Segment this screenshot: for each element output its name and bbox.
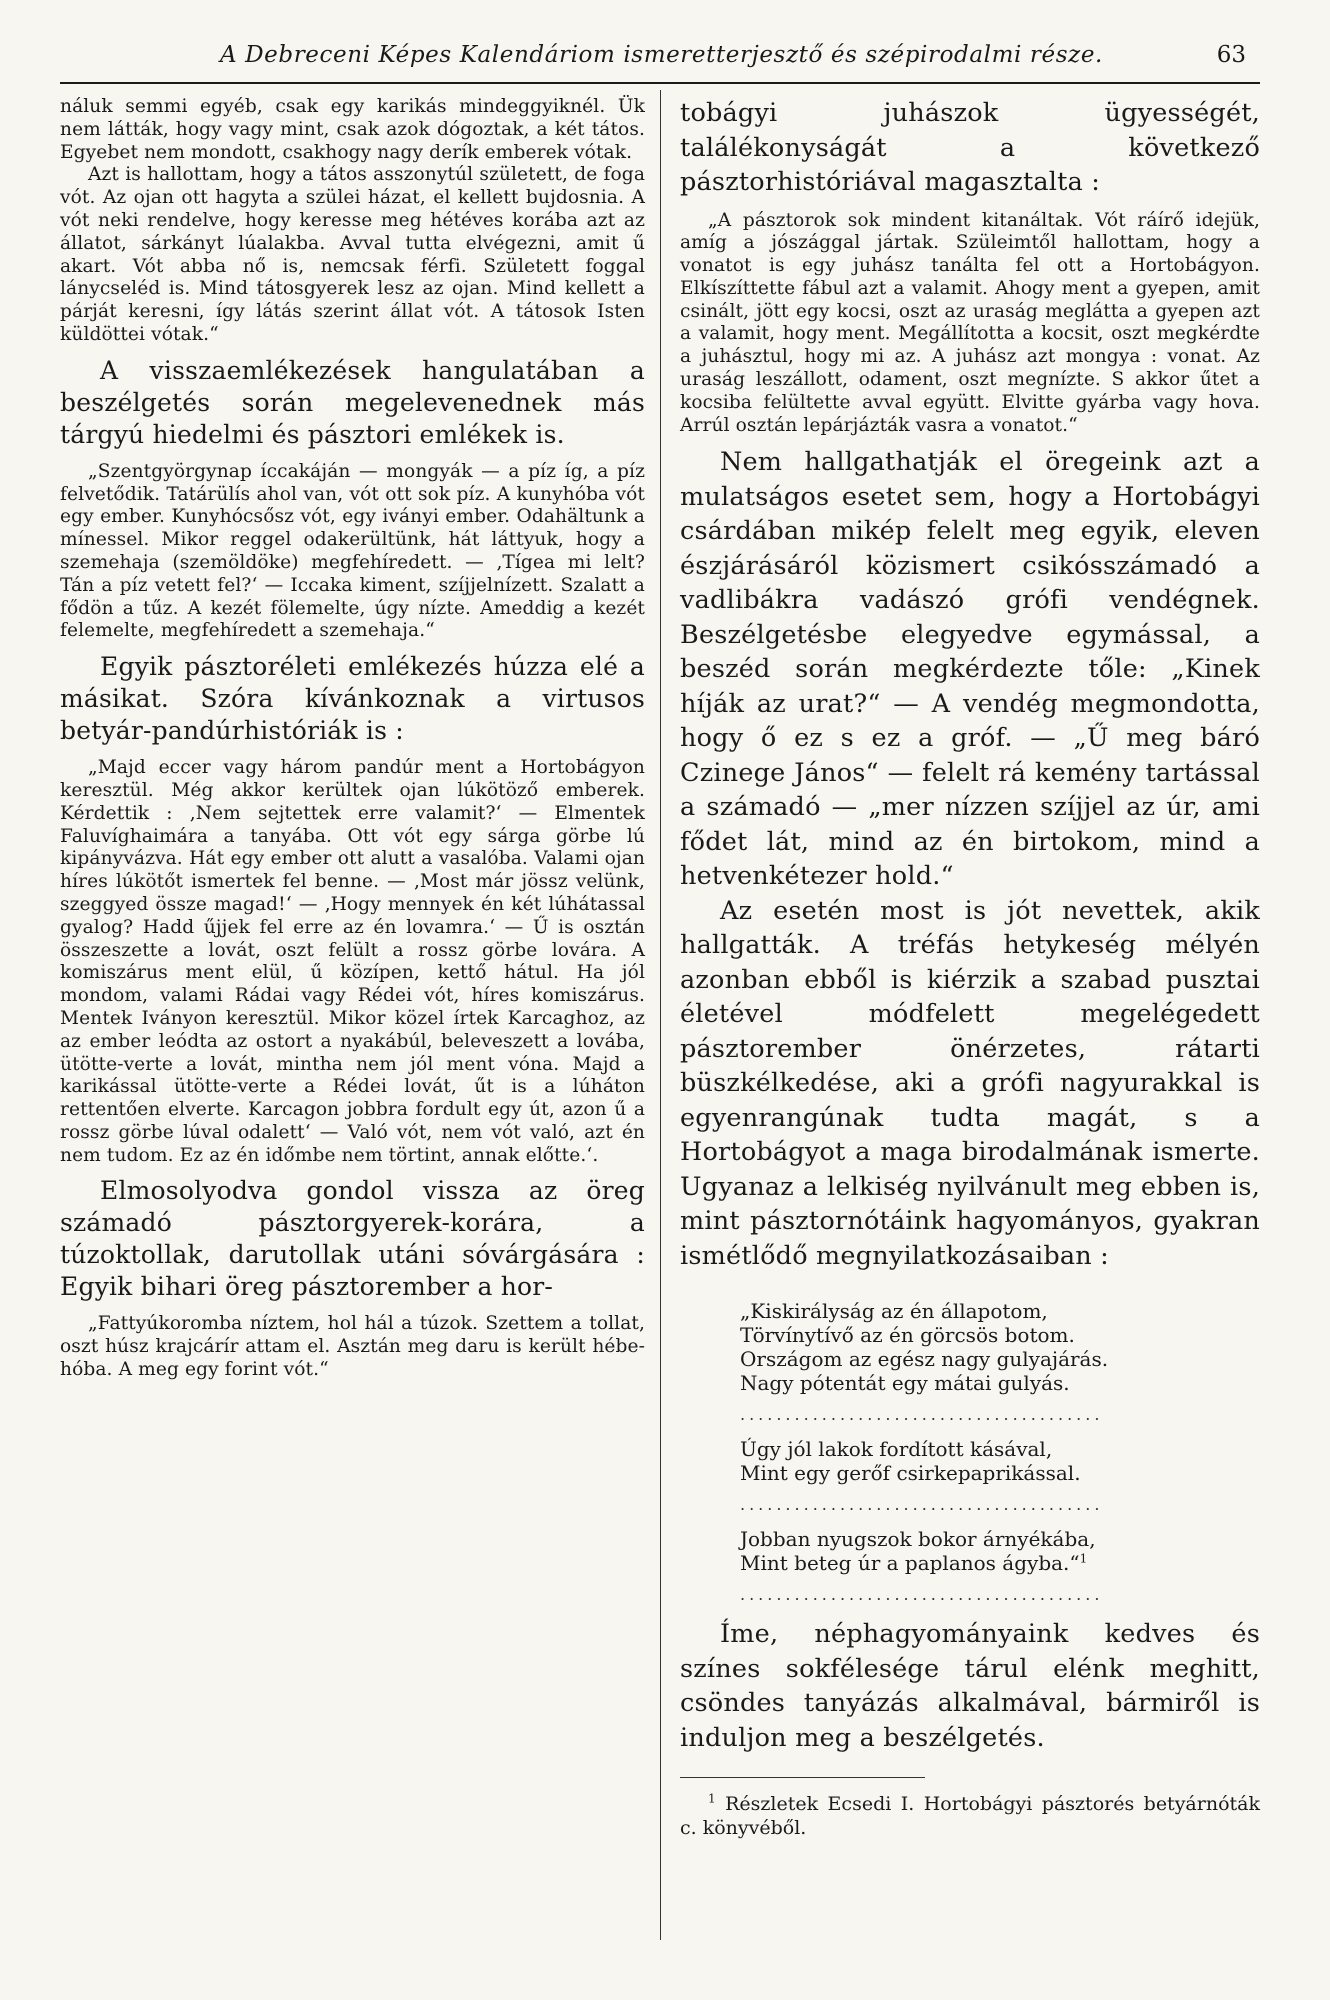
paragraph: Elmosolyodva gondol vissza az öreg számadó pásztorgyerek-korára, a túzoktollak, darutollak utáni sóvárgására : Egyik bihari öreg pásztorember a hor-	[60, 1176, 645, 1302]
footnote-rule	[680, 1777, 925, 1778]
footnote-marker: 1	[708, 1792, 716, 1807]
running-title: A Debreceni Képes Kalendáriom ismeretterjesztő és szépirodalmi része.	[220, 42, 1103, 68]
running-header	[60, 38, 1260, 84]
paragraph: náluk semmi egyéb, csak egy karikás mindeggyiknél. Ük nem látták, hogy vagy mint, csak azok dógoztak, a két tátos. Egyebet nem mondott, csakhogy nagy derík emberek vótak.	[60, 96, 645, 163]
paragraph: Nem hallgathatják el öregeink azt a mulatságos esetet sem, hogy a Hortobágyi csárdában mikép felelt meg egyik, eleven észjárásáról közismert csikósszámadó a vadlibákra vadászó grófi vendégnek. Beszélgetésbe elegyedve egymással, a beszéd során megkérdezte tőle: „Kinek híják az urat?“ — A vendég megmondotta, hogy ő ez s ez a gróf. — „Ű meg báró Czinege János“ — felelt rá kemény tartással a számadó — „mer nízzen szíjjel az úr, ami fődet lát, mind az én birtokom, mind a hetvenkétezer hold.“	[680, 447, 1260, 892]
left-column	[60, 96, 645, 1960]
poem-line: Úgy jól lakok fordított kásával,	[740, 1437, 1053, 1462]
poem-line	[740, 1551, 1260, 1575]
right-column	[680, 96, 1260, 1960]
poem-line: Nagy pótentát egy mátai gulyás.	[740, 1371, 1070, 1396]
paragraph: Az esetén most is jót nevettek, akik hallgatták. A tréfás hetykeség mélyén azonban ebből is kiérzik a szabad pusztai életével módfelett megelégedett pásztorember önérzetes, rátarti büszkélkedése, aki a grófi nagyurakkal is egyenrangúnak tudta magát, s a Hortobágyot a maga birodalmának ismerte. Ugyanaz a lelkiség nyilvánult meg ebben is, mint pásztornótáink hagyományos, gyakran ismétlődő megnyilatkozásaiban :	[680, 895, 1260, 1271]
poem-last-line: Mint beteg úr a paplanos ágyba.“	[740, 1551, 1080, 1576]
poem-stanza	[740, 1299, 1260, 1395]
ellipsis-dots: ........................................	[740, 1495, 1104, 1515]
quote-paragraph: „Majd eccer vagy három pandúr ment a Hortobágyon keresztül. Még akkor kerültek ojan lúkötöző emberek. Kérdettik : ‚Nem sejtettek erre valamit?‘ — Elmentek Faluvíghaimára a tanyába. Ott vót egy sárga görbe lú kipányvázva. Hát egy ember ott alutt a vasalóba. Valami ojan híres lúkötőt ismertek fel benne. — ‚Most már jössz velünk, szeggyed össze magad!‘ — ‚Hogy mennyek én két lúhátassal gyalog? Hadd űjjek fel erre az én lovamra.‘ — Ű is osztán összeszette a lovát, oszt felült a rossz görbe lovára. A komiszárus ment elül, ű közípen, kettő hátul. Ha jól mondom, valami Rádai vagy Rédei vót, híres komiszárus. Mentek Iványon keresztül. Mikor közel írtek Karcaghoz, az az ember leódta az ostort a nyakábúl, beleveszett a lovába, ütötte-verte a lovát, mintha nem jól ment vóna. Majd a karikással ütötte-verte a Rédei lovát, űt is a lúháton rettentően elverte. Karcagon jobbra fordult egy út, azon ű a rossz görbe lúval odalett‘ — Való vót, nem vót való, azt én nem tudom. Ez az én időmbe nem törtint, annak előtte.‘.	[60, 757, 645, 1166]
footnote-text: Részletek Ecsedi I. Hortobágyi pásztorés betyárnóták c. könyvéből.	[680, 1793, 1260, 1840]
paragraph: Egyik pásztoréleti emlékezés húzza elé a másikat. Szóra kívánkoznak a virtusos betyár-pandúrhistóriák is :	[60, 652, 645, 746]
poem-stanza	[740, 1527, 1260, 1575]
poem-line: Országom az egész nagy gulyajárás.	[740, 1347, 1109, 1372]
quote-paragraph: „Fattyúkoromba níztem, hol hál a túzok. Szettem a tollat, oszt húsz krajcárír attam el. Asztán meg daru is került hébe-hóba. A meg egy forint vót.“	[60, 1313, 645, 1381]
paragraph: Íme, néphagyományaink kedves és színes sokfélesége tárul elénk meghitt, csöndes tanyázás alkalmával, bármiről is induljon meg a beszélgetés.	[680, 1619, 1260, 1753]
paragraph: A visszaemlékezések hangulatában a beszélgetés során megelevenednek más tárgyú hiedelmi és pásztori emlékek is.	[60, 355, 645, 449]
paragraph: tobágyi juhászok ügyességét, találékonyságát a következő pásztorhistóriával magasztalta :	[680, 98, 1260, 197]
quote-paragraph: „A pásztorok sok mindent kitanáltak. Vót ráírő idejük, amíg a jószággal jártak. Szüleimtől hallottam, hogy a vonatot is egy juhász tanálta fel ott a Hortobágyon. Elkíszíttette fábul azt a valamit. Ahogy ment a gyepen, amit csinált, jött egy kocsi, oszt az uraság meglátta a gyepen azt a valamit, hogy ment. Megállította a kocsit, oszt megkérdte a juhásztul, hogy mi az. A juhász azt mongya : vonat. Az uraság leszállott, odament, oszt megnízte. S akkor űtet a kocsiba felültette avval együtt. Elvitte gyárba vagy hova. Arrúl osztán lepárjázták vasra a vonatot.“	[680, 209, 1260, 436]
paragraph: Azt is hallottam, hogy a tátos asszonytúl született, de foga vót. Az ojan ott hagyta a szülei házat, el kellett bujdosnia. A vót neki rendelve, hogy keresse meg hétéves korába azt az állatot, sárkányt lúalakba. Avval tutta elvégezni, amit ű akart. Vót abba nő is, nemcsak férfi. Született foggal lánycseléd is. Mind tátosgyerek lesz az ojan. Mind kellett a párját keresni, így látás szerint állat vót. A tátosok Isten küldöttei vótak.“	[60, 164, 645, 345]
quote-paragraph: „Szentgyörgynap íccakáján — mongyák — a píz íg, a píz felvetődik. Tatárülís ahol van, vót ott sok píz. A kunyhóba vót egy ember. Kunyhócsősz vót, egy iványi ember. Odahältunk a mínessel. Mikor reggel odakerültünk, hát láttyuk, hogy a szemehaja (szemöldöke) megfehíredett. — ‚Tígea mi lelt? Tán a píz vetett fel?‘ — Iccaka kiment, szíjjelnízett. Szalatt a fődön a tűz. A kezét fölemelte, úgy nízte. Ameddig a kezét felemelte, megfehíredett a szemehaja.“	[60, 460, 645, 642]
footnote	[680, 1792, 1260, 1840]
poem-line: „Kiskirályság az én állapotom,	[740, 1299, 1048, 1324]
poem	[740, 1299, 1260, 1607]
poem-line: Törvínytívő az én görcsös botom.	[740, 1323, 1075, 1348]
column-divider	[660, 90, 661, 1940]
poem-line: Mint egy gerőf csirkepaprikással.	[740, 1461, 1081, 1486]
page-number: 63	[1216, 42, 1246, 68]
poem-stanza	[740, 1437, 1260, 1485]
ellipsis-dots: ........................................	[740, 1405, 1104, 1425]
footnote-reference: 1	[1079, 1551, 1088, 1566]
ellipsis-dots: ........................................	[740, 1585, 1104, 1605]
poem-line: Jobban nyugszok bokor árnyékába,	[740, 1527, 1096, 1552]
